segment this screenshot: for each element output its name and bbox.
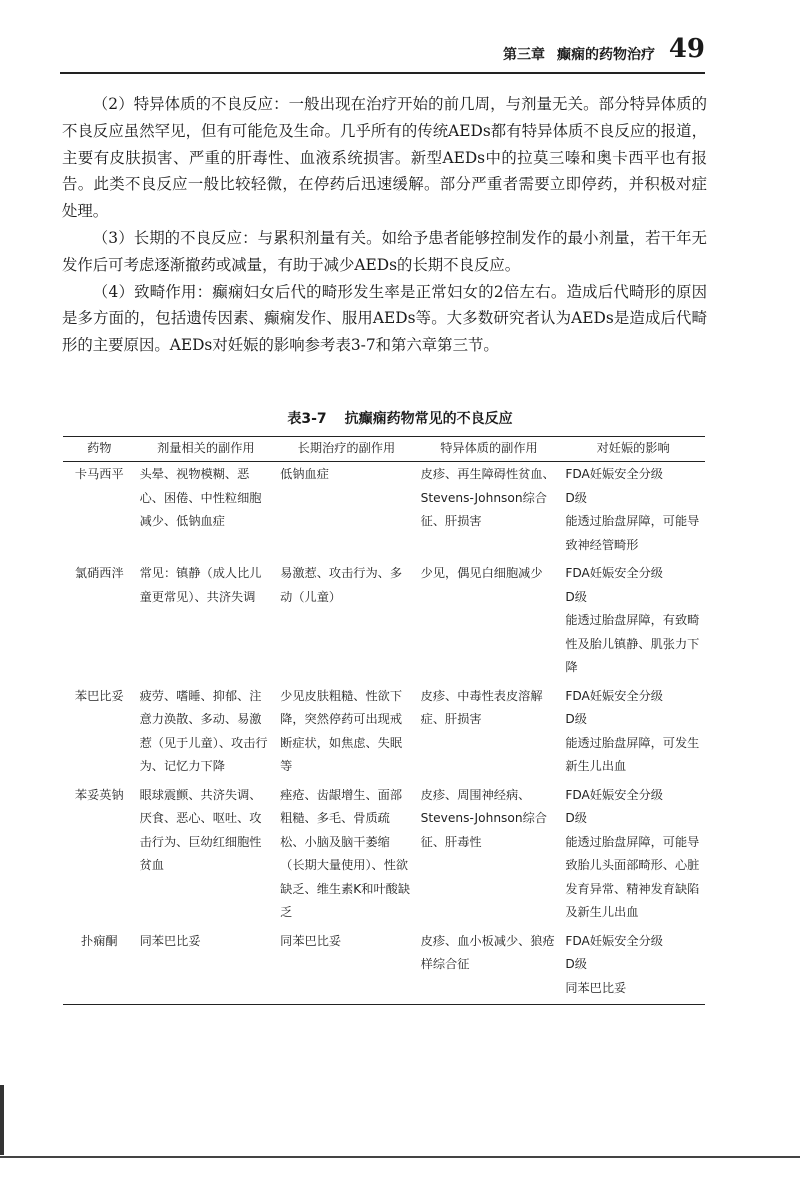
table-header-row bbox=[63, 437, 705, 462]
cell-drug: 苯妥英钠 bbox=[74, 787, 124, 802]
cell-dose-related: 头晕、视物模糊、恶心、困倦、中性粒细胞减少、低钠血症 bbox=[139, 467, 262, 528]
table-caption bbox=[0, 408, 800, 428]
table-row bbox=[63, 929, 705, 1005]
cell-dose-related: 疲劳、嗜睡、抑郁、注意力涣散、多动、易激惹（见于儿童）、攻击行为、记忆力下降 bbox=[139, 688, 268, 773]
fda-label: FDA妊娠安全分级 bbox=[565, 933, 663, 948]
header-long-term: 长期治疗的副作用 bbox=[276, 437, 417, 462]
cell-pregnancy bbox=[561, 561, 705, 684]
header-pregnancy: 对妊娠的影响 bbox=[561, 437, 705, 462]
cell-idiosyncratic: 皮疹、再生障碍性贫血、Stevens-Johnson综合征、肝损害 bbox=[420, 467, 555, 528]
cell-drug: 苯巴比妥 bbox=[74, 688, 124, 703]
cell-pregnancy bbox=[561, 462, 705, 562]
pregnancy-note: 能透过胎盘屏障，可发生新生儿出血 bbox=[565, 735, 700, 773]
fda-label: FDA妊娠安全分级 bbox=[565, 467, 663, 481]
chapter-number: 第三章 bbox=[503, 47, 545, 63]
fda-grade: D级 bbox=[565, 589, 587, 604]
fda-label: FDA妊娠安全分级 bbox=[565, 566, 663, 580]
cell-long-term: 易激惹、攻击行为、多动（儿童） bbox=[280, 566, 403, 604]
paragraph-teratogenic: （4）致畸作用：癫痫妇女后代的畸形发生率是正常妇女的2倍左右。造成后代畸形的原因是多方面的，包括遗传因素、癫痫发作、服用AEDs等。大多数研究者认为AEDs是造成后代畸形的主要原因。AEDs对妊娠的影响参考表3-7和第六章第三节。 bbox=[62, 282, 707, 355]
table-title: 抗癫痫药物常见的不良反应 bbox=[344, 411, 513, 427]
table-row bbox=[63, 462, 705, 562]
table-row bbox=[63, 561, 705, 684]
chapter-heading bbox=[491, 44, 655, 64]
table-row bbox=[63, 684, 705, 783]
paragraph-long-term: （3）长期的不良反应：与累积剂量有关。如给予患者能够控制发作的最小剂量，若干年无发作后可考虑逐渐撤药或减量，有助于减少AEDs的长期不良反应。 bbox=[62, 228, 707, 274]
cell-dose-related: 同苯巴比妥 bbox=[136, 929, 277, 1005]
pregnancy-note: 能透过胎盘屏障，可能导致胎儿头面部畸形、心脏发育异常、精神发育缺陷及新生儿出血 bbox=[565, 834, 700, 919]
cell-drug: 氯硝西泮 bbox=[74, 566, 124, 580]
fda-grade: D级 bbox=[565, 811, 587, 825]
fda-grade: D级 bbox=[565, 712, 587, 726]
cell-pregnancy bbox=[561, 929, 705, 1005]
cell-long-term: 少见皮肤粗糙、性欲下降，突然停药可出现戒断症状，如焦虑、失眠等 bbox=[280, 688, 403, 773]
page-number: 49 bbox=[668, 34, 705, 64]
header-drug: 药物 bbox=[63, 437, 136, 462]
fda-label: FDA妊娠安全分级 bbox=[565, 787, 663, 802]
cell-idiosyncratic: 皮疹、血小板减少、狼疮样综合征 bbox=[417, 929, 562, 1005]
cell-idiosyncratic: 皮疹、中毒性表皮溶解症、肝损害 bbox=[420, 688, 543, 726]
cell-drug: 扑痫酮 bbox=[63, 929, 136, 1005]
cell-dose-related: 常见：镇静（成人比儿童更常见）、共济失调 bbox=[139, 566, 262, 604]
cell-idiosyncratic: 少见，偶见白细胞减少 bbox=[420, 566, 543, 580]
cell-long-term: 同苯巴比妥 bbox=[276, 929, 417, 1005]
fda-grade: D级 bbox=[565, 490, 587, 505]
cell-dose-related: 眼球震颤、共济失调、厌食、恶心、呕吐、攻击行为、巨幼红细胞性贫血 bbox=[139, 787, 262, 872]
table-number: 表3-7 bbox=[287, 411, 327, 427]
pregnancy-note: 能透过胎盘屏障，有致畸性及胎儿镇静、肌张力下降 bbox=[565, 613, 700, 674]
pregnancy-note: 同苯巴比妥 bbox=[565, 980, 627, 995]
cell-long-term: 痤疮、齿龈增生、面部粗糙、多毛、骨质疏松、小脑及脑干萎缩（长期大量使用）、性欲缺乏、维生素K和叶酸缺乏 bbox=[280, 787, 411, 919]
cell-idiosyncratic: 皮疹、周围神经病、Stevens-Johnson综合征、肝毒性 bbox=[420, 787, 547, 849]
cell-pregnancy bbox=[561, 684, 705, 783]
chapter-title: 癫痫的药物治疗 bbox=[557, 47, 655, 63]
table-row bbox=[63, 783, 705, 929]
running-head bbox=[60, 30, 705, 74]
fda-label: FDA妊娠安全分级 bbox=[565, 688, 663, 703]
pregnancy-note: 能透过胎盘屏障，可能导致神经管畸形 bbox=[565, 514, 700, 552]
fda-grade: D级 bbox=[565, 957, 587, 971]
scan-edge-mark bbox=[0, 1085, 4, 1155]
header-dose-related: 剂量相关的副作用 bbox=[136, 437, 277, 462]
paragraph-idiosyncratic: （2）特异体质的不良反应：一般出现在治疗开始的前几周，与剂量无关。部分特异体质的不良反应虽然罕见，但有可能危及生命。几乎所有的传统AEDs都有特异体质不良反应的报道，主要有皮肤损害、严重的肝毒性、血液系统损害。新型AEDs中的拉莫三嗪和奥卡西平也有报告。此类不良反应一般比较轻微，在停药后迅速缓解。部分严重者需要立即停药，并积极对症处理。 bbox=[62, 95, 707, 221]
adverse-effects-table bbox=[63, 436, 705, 1005]
scan-edge-line bbox=[0, 1156, 800, 1158]
cell-drug: 卡马西平 bbox=[74, 467, 124, 481]
body-text bbox=[62, 91, 707, 359]
header-idiosyncratic: 特异体质的副作用 bbox=[417, 437, 562, 462]
cell-long-term: 低钠血症 bbox=[280, 467, 329, 481]
cell-pregnancy bbox=[561, 783, 705, 929]
